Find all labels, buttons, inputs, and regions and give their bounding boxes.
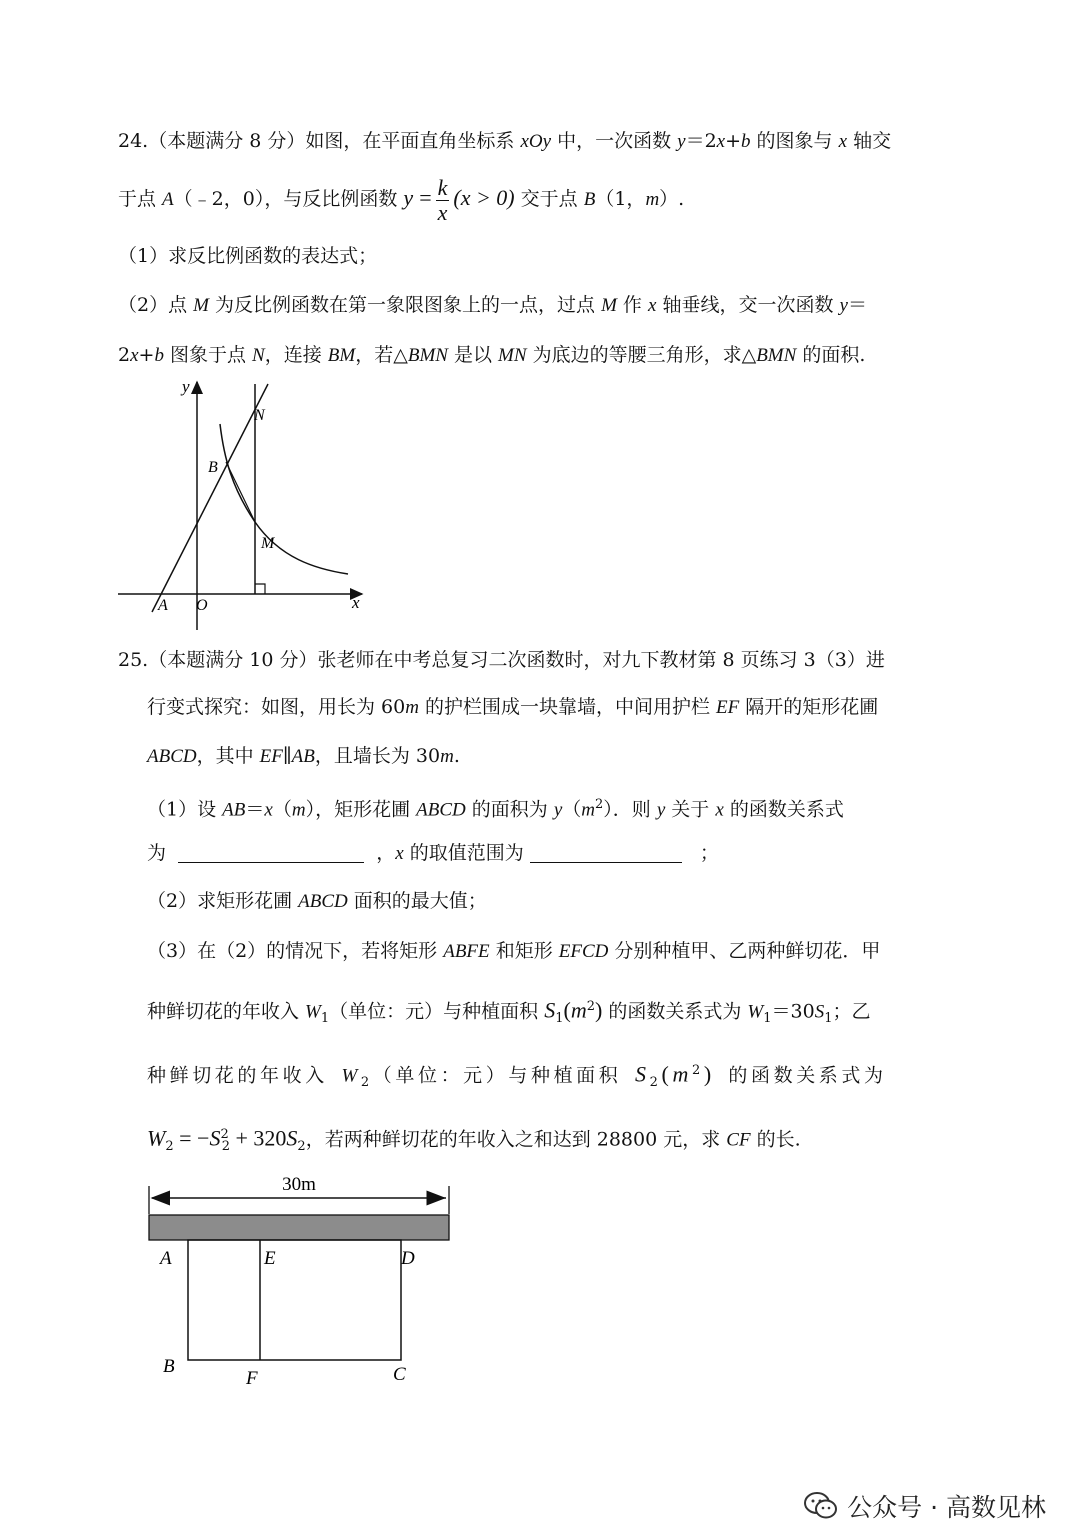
wall-length-label: 30m [282,1174,316,1195]
q24-part-1: （1）求反比例函数的表达式； [118,245,378,267]
label-x: x [352,593,360,612]
q25-figure [138,1168,468,1398]
segment-bm [226,462,255,522]
q25-sub-3-line-1: （3）在（2）的情况下，若将矩形 ABFE 和矩形 EFCD 分别种植甲、乙两种鲜切花．甲 [147,940,881,962]
wall [149,1215,449,1240]
label-c: C [393,1364,406,1385]
q25-sub-1-answers: 为 ，x 的取值范围为 ； [147,842,719,864]
linear-function-line [152,384,268,612]
hyperbola-curve [220,424,348,574]
watermark-text: 公众号 · 高数见林 [847,1493,1046,1522]
q24-figure [110,372,380,634]
label-d: D [401,1248,415,1269]
q24-line-2: 于点 A（﹣2，0），与反比例函数 y = $\frac{k}{x}$ (x > 0) 交于点 B（1，m）. [118,174,685,225]
fraction-k-over-x: $\frac{k}{x}$ [437,174,448,225]
q25-line-1: 25.（本题满分 10 分）张老师在中考总复习二次函数时，对九下教材第 8 页练习 3（3）进 [118,649,885,671]
label-b: B [208,459,218,476]
q24-line-1: 24.（本题满分 8 分）如图，在平面直角坐标系 xOy 中，一次函数 y＝2x+b 的图象与 x 轴交 [118,130,892,152]
label-f: F [246,1368,258,1389]
q24-part-2-line-1: （2）点 M 为反比例函数在第一象限图象上的一点，过点 M 作 x 轴垂线，交一次函数 y＝ [118,294,867,316]
q25-line-3: ABCD，其中 EF∥AB，且墙长为 30m. [147,745,460,767]
right-angle-mark [255,584,265,594]
label-b: B [163,1356,175,1377]
label-a: A [158,597,168,614]
range-answer-blank[interactable] [530,840,682,863]
q25-sub-1: （1）设 AB＝x（m），矩形花圃 ABCD 的面积为 $y(m^2)$．则 y 关于 x 的函数关系式 [147,797,844,821]
q25-sub-3-line-2: 种鲜切花的年收入 $W_1$（单位：元）与种植面积 $S_1(m^2)$ 的函数关系式为 $W_1=30S_1$；乙 [147,997,871,1027]
q25-sub-2: （2）求矩形花圃 ABCD 面积的最大值； [147,890,487,912]
q25-sub-3-line-3: 种鲜切花的年收入 $W_2$（单位：元）与种植面积 $S_2(m^2)$ 的函数关系式为 [147,1061,887,1091]
q25-line-2: 行变式探究：如图，用长为 60m 的护栏围成一块靠墙，中间用护栏 EF 隔开的矩形花圃 [147,696,879,718]
watermark [803,1488,1046,1524]
rectangle-abcd [188,1240,401,1360]
label-e: E [264,1248,276,1269]
q25-sub-3-line-4: $W_2 = -S^2_2 + 320S_2$，若两种鲜切花的年收入之和达到 28800 元，求 CF 的长. [147,1125,801,1155]
label-a: A [160,1248,172,1269]
wechat-icon [803,1491,839,1521]
label-o: O [196,597,208,614]
q24-part-2-line-2: 2x+b 图象于点 N，连接 BM，若△BMN 是以 MN 为底边的等腰三角形，求△BMN 的面积. [118,344,866,366]
label-n: N [254,407,265,424]
label-y: y [182,377,190,396]
function-answer-blank[interactable] [178,840,364,863]
label-m: M [261,535,275,552]
